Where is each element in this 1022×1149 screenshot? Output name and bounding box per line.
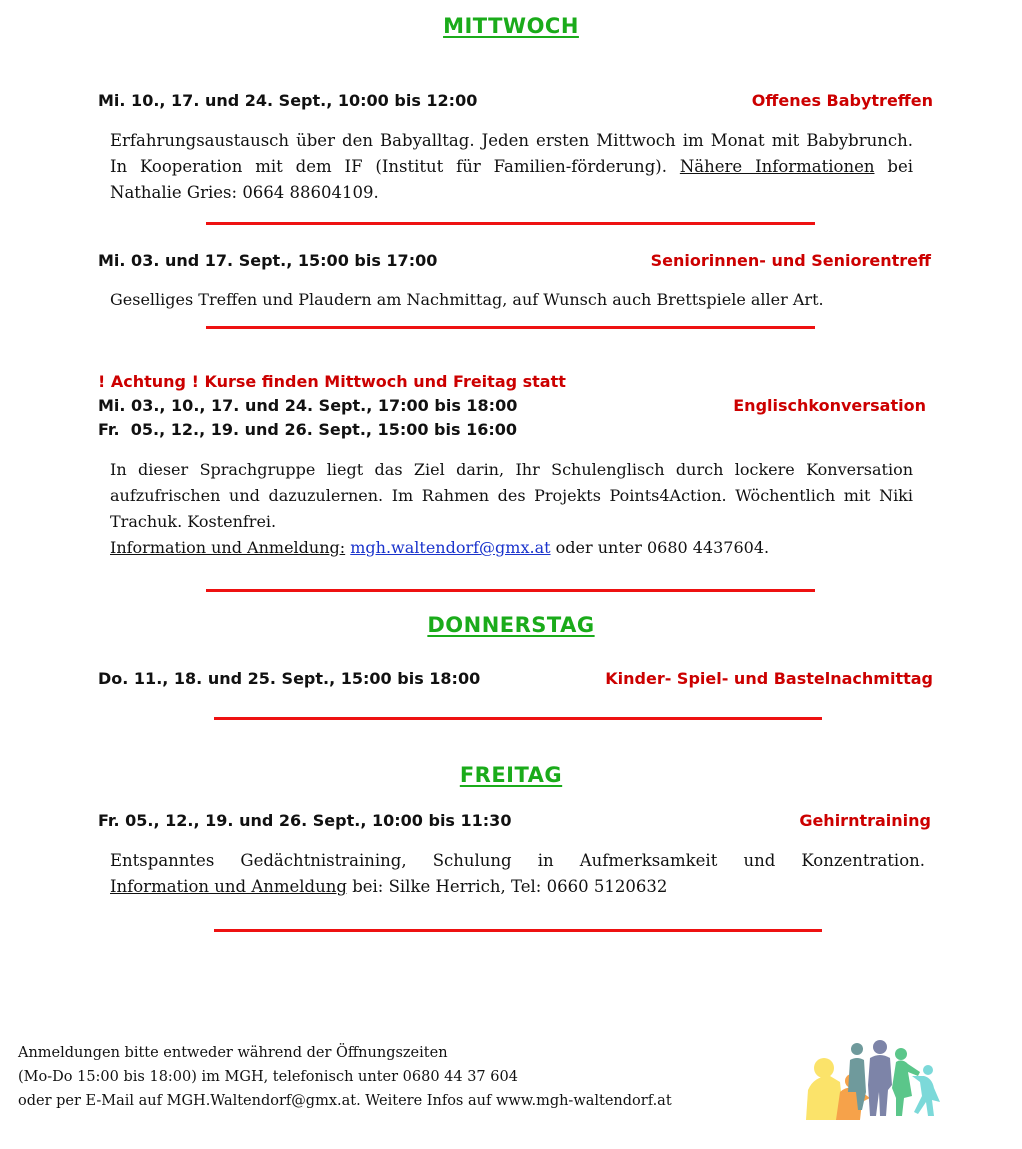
divider [214, 717, 822, 720]
divider [206, 589, 815, 592]
figure-green [892, 1048, 920, 1116]
day-heading-freitag: FREITAG [459, 763, 563, 787]
desc-text: bei Nathalie Gries: 0664 88604109. [110, 157, 913, 202]
event-englisch-title: Englischkonversation [733, 396, 926, 415]
event-englisch-info [110, 535, 913, 561]
figure-slate [868, 1040, 892, 1116]
event-senioren-description: Geselliges Treffen und Plaudern am Nachmittag, auf Wunsch auch Brettspiele aller Art. [110, 290, 824, 309]
event-baby-title: Offenes Babytreffen [751, 91, 933, 110]
footer-line-2: (Mo-Do 15:00 bis 18:00) im MGH, telefonisch unter 0680 44 37 604 [18, 1069, 518, 1085]
event-senioren-when: Mi. 03. und 17. Sept., 15:00 bis 17:00 [98, 251, 438, 270]
more-info-link[interactable]: Nähere Informationen [679, 157, 875, 176]
event-englisch-notice: ! Achtung ! Kurse finden Mittwoch und Freitag statt [98, 372, 566, 391]
event-kinder-title: Kinder- Spiel- und Bastelnachmittag [605, 669, 933, 688]
event-englisch-when-wed: Mi. 03., 10., 17. und 24. Sept., 17:00 bis 18:00 [98, 396, 518, 415]
info-label: Information und Anmeldung [110, 877, 347, 896]
email-link[interactable]: mgh.waltendorf@gmx.at [350, 538, 551, 557]
event-gehirn-info [110, 874, 667, 900]
event-gehirn-when: Fr. 05., 12., 19. und 26. Sept., 10:00 bis 11:30 [98, 811, 512, 830]
footer-line-3: oder per E-Mail auf MGH.Waltendorf@gmx.at. Weitere Infos auf www.mgh-waltendorf.at [18, 1093, 672, 1109]
event-kinder-when: Do. 11., 18. und 25. Sept., 15:00 bis 18:00 [98, 669, 481, 688]
info-tail: oder unter 0680 4437604. [550, 538, 770, 557]
event-englisch-when-fri: Fr. 05., 12., 19. und 26. Sept., 15:00 bis 16:00 [98, 420, 518, 439]
divider [214, 929, 822, 932]
family-silhouette-logo-icon [800, 1030, 950, 1125]
info-tail: bei: Silke Herrich, Tel: 0660 5120632 [346, 877, 668, 896]
info-label: Information und Anmeldung: [110, 538, 346, 557]
event-senioren-title: Seniorinnen- und Seniorentreff [650, 251, 931, 270]
event-gehirn-description: Entspanntes Gedächtnistraining, Schulung in Aufmerksamkeit und Konzentration. [110, 851, 925, 870]
divider [206, 222, 815, 225]
desc-text: Erfahrungsaustausch über den Babyalltag. Jeden ersten Mittwoch im Monat mit Babybrunch. In Kooperation mit dem IF (Institut für Familien-förderung). [110, 131, 913, 176]
footer-line-1: Anmeldungen bitte entweder während der Öffnungszeiten [18, 1045, 448, 1061]
day-heading-mittwoch: MITTWOCH [443, 14, 579, 38]
event-gehirn-title: Gehirntraining [799, 811, 931, 830]
day-heading-donnerstag: DONNERSTAG [427, 613, 595, 637]
event-baby-when: Mi. 10., 17. und 24. Sept., 10:00 bis 12:00 [98, 91, 478, 110]
divider [206, 326, 815, 329]
event-baby-description [110, 128, 913, 206]
event-englisch-description: In dieser Sprachgruppe liegt das Ziel darin, Ihr Schulenglisch durch lockere Konversation aufzufrischen und dazuzulernen. Im Rahmen des Projekts Points4Action. Wöchentlich mit Niki Trachuk. Kostenfrei. [110, 460, 913, 531]
